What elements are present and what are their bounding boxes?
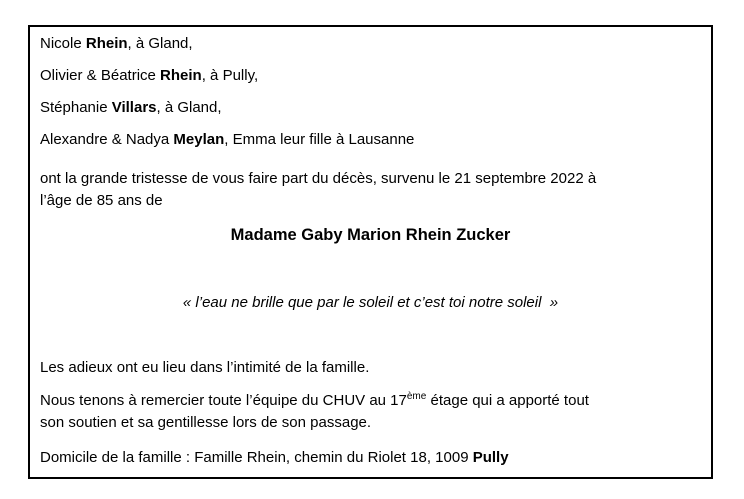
farewell-line: Les adieux ont eu lieu dans l’intimité de la famille.	[40, 359, 370, 376]
intro-line2: l’âge de 85 ans de	[40, 192, 163, 209]
residence-text: Domicile de la famille : Famille Rhein, chemin du Riolet 18, 1009	[40, 449, 473, 466]
family-line-text: , Emma leur fille à Lausanne	[224, 131, 415, 148]
family-surname: Rhein	[160, 67, 202, 84]
family-line-text: , à Gland,	[156, 99, 222, 116]
family-surname: Rhein	[85, 35, 128, 52]
family-surname: Meylan	[173, 131, 225, 148]
residence-line	[40, 447, 701, 469]
thanks-line1	[40, 390, 701, 412]
family-line	[40, 129, 701, 151]
family-line-text: Olivier & Béatrice	[40, 67, 161, 84]
residence-city: Pully	[472, 449, 509, 466]
family-line-text: , à Pully,	[201, 67, 259, 84]
intro-paragraph	[40, 168, 701, 212]
thanks-paragraph	[40, 390, 701, 434]
memorial-quote: « l’eau ne brille que par le soleil et c’est toi notre soleil »	[182, 294, 559, 311]
deceased-name-title: Madame Gaby Marion Rhein Zucker	[230, 226, 511, 244]
death-notice-sheet	[28, 25, 713, 479]
family-line-text: , à Gland,	[127, 35, 193, 52]
thanks-line1-text: Nous tenons à remercier toute l’équipe du CHUV au 17	[40, 392, 407, 409]
family-line-text: Stéphanie	[40, 99, 112, 116]
thanks-line1-text: étage qui a apporté tout	[426, 392, 589, 409]
family-surname: Villars	[111, 99, 157, 116]
family-line	[40, 65, 701, 87]
family-line	[40, 97, 701, 119]
family-line-text: Alexandre & Nadya	[40, 131, 174, 148]
family-line-text: Nicole	[40, 35, 86, 52]
intro-line1: ont la grande tristesse de vous faire part du décès, survenu le 21 septembre 2022 à	[40, 170, 597, 187]
thanks-line2: son soutien et sa gentillesse lors de son passage.	[40, 414, 372, 431]
family-line	[40, 33, 701, 55]
ordinal-suffix: ème	[406, 391, 427, 402]
